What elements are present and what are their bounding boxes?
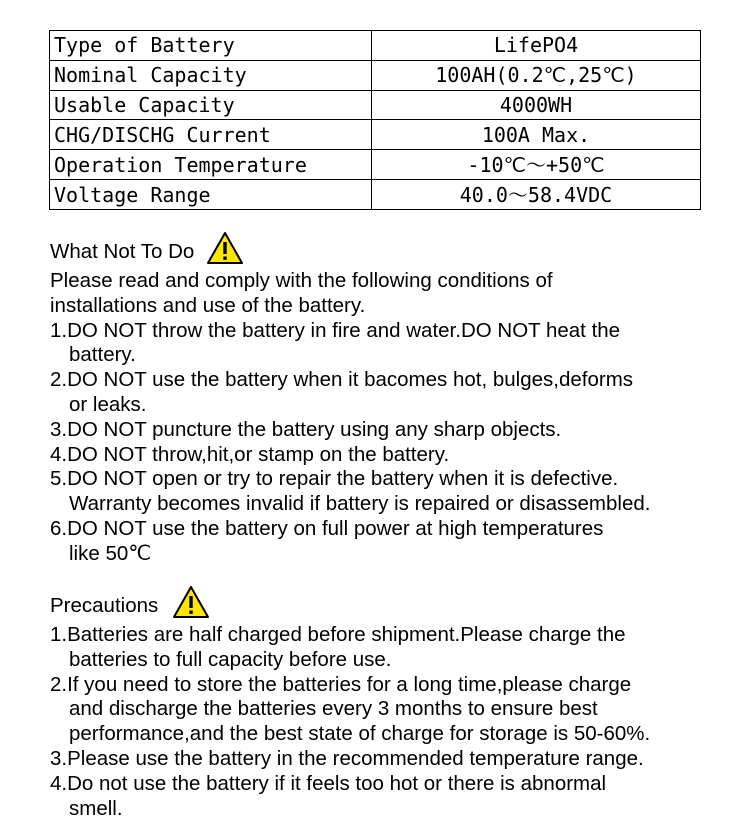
list-item-text: 5.DO NOT open or try to repair the battery when it is defective. [50, 467, 619, 491]
list-item-text: 2.If you need to store the batteries for a long time,please charge [50, 672, 632, 696]
spec-value: LifePO4 [372, 31, 701, 61]
list-item-text: 3.Please use the battery in the recommended temperature range. [50, 746, 644, 770]
list-item-text: 4.Do not use the battery if it feels too hot or there is abnormal [50, 771, 607, 795]
list-item [50, 623, 650, 673]
list-item [50, 517, 650, 567]
spec-row [50, 31, 701, 61]
list-item-continuation: smell. [69, 796, 123, 820]
list-item-text: 4.DO NOT throw,hit,or stamp on the battery. [50, 442, 450, 466]
list-item-continuation: performance,and the best state of charge for storage is 50-60%. [69, 722, 651, 746]
spec-label: Usable Capacity [50, 90, 372, 120]
spec-row [50, 120, 701, 150]
spec-value: 100AH(0.2℃,25℃) [372, 60, 701, 90]
list-item [50, 443, 650, 468]
spec-value: 100A Max. [372, 120, 701, 150]
precautions-section [50, 589, 650, 821]
list-item [50, 368, 650, 418]
spec-value: -10℃～+50℃ [372, 150, 701, 180]
list-item [50, 467, 650, 517]
list-item [50, 772, 650, 822]
spec-label: Voltage Range [50, 180, 372, 210]
spec-row [50, 60, 701, 90]
spec-label: Operation Temperature [50, 150, 372, 180]
list-item [50, 319, 650, 369]
list-item-text: 3.DO NOT puncture the battery using any sharp objects. [50, 417, 562, 441]
warning-triangle-icon [206, 231, 244, 265]
list-item-continuation: or leaks. [69, 392, 147, 416]
spec-value: 4000WH [372, 90, 701, 120]
spec-label: CHG/DISCHG Current [50, 120, 372, 150]
list-item-continuation: battery. [69, 343, 136, 367]
spec-row [50, 90, 701, 120]
warning-triangle-icon [172, 585, 210, 619]
section-heading: Precautions [50, 593, 159, 617]
spec-row [50, 150, 701, 180]
list-item-continuation: batteries to full capacity before use. [69, 647, 392, 671]
list-item-continuation: Warranty becomes invalid if battery is repaired or disassembled. [69, 492, 651, 516]
spec-label: Type of Battery [50, 31, 372, 61]
list-item-continuation: like 50℃ [69, 541, 152, 565]
precautions-heading-row [50, 589, 650, 623]
intro-line: Please read and comply with the following conditions of [50, 269, 553, 292]
section-heading: What Not To Do [50, 239, 195, 263]
what-not-to-do-heading-row [50, 235, 650, 269]
battery-spec-table [49, 30, 701, 210]
list-item-text: 1.Batteries are half charged before shipment.Please charge the [50, 623, 626, 646]
spec-value: 40.0～58.4VDC [372, 180, 701, 210]
list-item [50, 747, 650, 772]
list-item-text: 2.DO NOT use the battery when it bacomes hot, bulges,deforms [50, 368, 634, 392]
precautions-list [50, 623, 650, 821]
spec-row [50, 180, 701, 210]
list-item [50, 673, 650, 747]
prohibition-list [50, 319, 650, 567]
list-item-continuation: and discharge the batteries every 3 months to ensure best [69, 697, 598, 721]
list-item-text: 1.DO NOT throw the battery in fire and water.DO NOT heat the [50, 318, 621, 342]
spec-label: Nominal Capacity [50, 60, 372, 90]
list-item [50, 418, 650, 443]
what-not-to-do-section [50, 235, 650, 567]
list-item-text: 6.DO NOT use the battery on full power at high temperatures [50, 516, 604, 540]
intro-line: installations and use of the battery. [50, 293, 366, 317]
